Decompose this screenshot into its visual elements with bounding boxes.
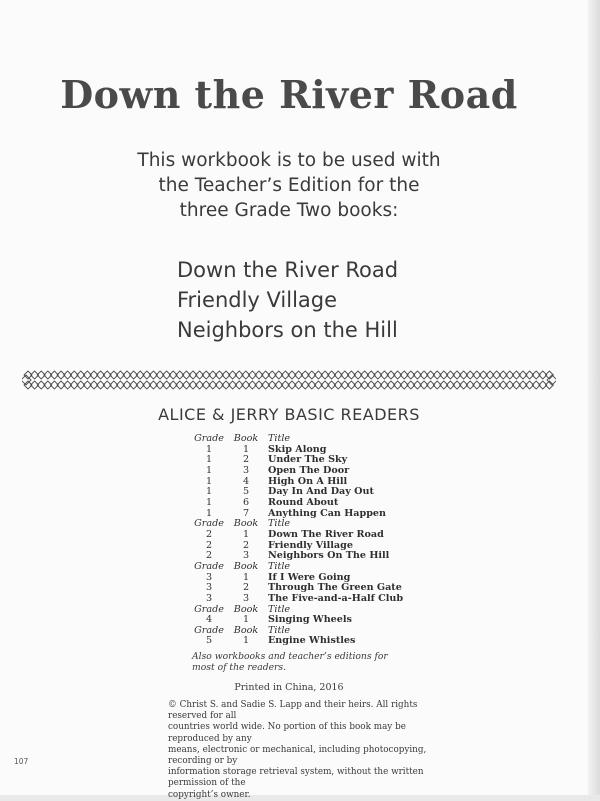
book-cell: 3 — [242, 592, 250, 604]
grade-cell: 1 — [205, 507, 213, 519]
copyright-line: countries world wide. No portion of this book may be reproduced by any — [168, 722, 406, 744]
book-cell: 3 — [242, 464, 250, 476]
page-number: 107 — [14, 757, 29, 766]
diamond-chain-border — [22, 368, 556, 392]
copyright-line: © Christ S. and Sadie S. Lapp and their heirs. All rights reserved for all — [168, 700, 418, 722]
book-cell: 2 — [242, 539, 250, 551]
book-cell: 7 — [242, 507, 250, 519]
title-cell: Singing Wheels — [268, 614, 352, 626]
note-line: Also workbooks and teacher’s editions for — [192, 651, 388, 662]
intro-line: the Teacher’s Edition for the — [158, 175, 420, 196]
grade-cell: 4 — [205, 614, 213, 626]
copyright-line: information storage retrieval system, without the written permission of the — [168, 767, 424, 789]
grade-cell: 2 — [205, 528, 213, 540]
book-cell: 6 — [242, 496, 250, 508]
book-cell: 1 — [242, 571, 250, 583]
book-cell: 4 — [242, 475, 250, 487]
title-cell: High On A Hill — [268, 475, 348, 487]
grade-cell: 5 — [205, 635, 213, 647]
grade-cell: 1 — [205, 443, 213, 455]
book-header: Book — [233, 560, 259, 572]
grade-two-books-list — [177, 255, 398, 345]
grade-cell: 1 — [205, 475, 213, 487]
intro-line: three Grade Two books: — [179, 200, 399, 221]
book-cell: 2 — [242, 582, 250, 594]
book-title: Down the River Road — [177, 258, 399, 282]
diamond-end-cap — [22, 375, 31, 385]
grade-cell: 3 — [205, 592, 213, 604]
copyright-line: copyright’s owner. — [168, 789, 251, 800]
grade-cell: 3 — [205, 582, 213, 594]
book-header: Book — [233, 518, 259, 530]
title-cell: Under The Sky — [268, 454, 348, 466]
title-header: Title — [268, 560, 291, 572]
table-header-row — [190, 562, 403, 573]
book-cell: 3 — [242, 550, 250, 562]
book-header: Book — [233, 624, 259, 636]
note-line: most of the readers. — [192, 662, 287, 673]
grade-cell: 3 — [205, 571, 213, 583]
book-cell: 5 — [242, 486, 250, 498]
intro-text — [0, 148, 578, 223]
grade-cell: 1 — [205, 454, 213, 466]
grade-cell: 1 — [205, 496, 213, 508]
readers-table — [190, 434, 403, 647]
title-cell: Anything Can Happen — [268, 507, 387, 519]
title-cell: Engine Whistles — [268, 635, 356, 647]
grade-header: Grade — [194, 624, 224, 636]
table-row — [190, 636, 403, 647]
grade-header: Grade — [194, 560, 224, 572]
title-cell: Open The Door — [268, 464, 350, 476]
title-cell: Down The River Road — [268, 528, 384, 540]
title-cell: Through The Green Gate — [268, 582, 402, 594]
title-header: Title — [268, 518, 291, 530]
book-header: Book — [233, 603, 259, 615]
title-cell: If I Were Going — [268, 571, 351, 583]
table-row — [190, 498, 403, 509]
page-edge — [588, 0, 600, 795]
book-cell: 1 — [242, 614, 250, 626]
intro-line: This workbook is to be used with — [137, 150, 441, 171]
title-cell: Skip Along — [268, 443, 327, 455]
title-cell: Friendly Village — [268, 539, 353, 551]
grade-cell: 1 — [205, 486, 213, 498]
table-row — [190, 594, 403, 605]
grade-header: Grade — [194, 433, 224, 444]
grade-header: Grade — [194, 603, 224, 615]
copyright-line: means, electronic or mechanical, including photocopying, recording or by — [168, 744, 427, 767]
table-row — [190, 530, 403, 541]
book-cell: 1 — [242, 528, 250, 540]
grade-cell: 2 — [205, 550, 213, 562]
copyright-notice — [168, 700, 448, 801]
book-cell: 1 — [242, 443, 250, 455]
grade-cell: 1 — [205, 464, 213, 476]
grade-cell: 2 — [205, 539, 213, 551]
book-cell: 2 — [242, 454, 250, 466]
printed-in: Printed in China, 2016 — [234, 682, 344, 693]
title-cell: The Five-and-a-Half Club — [268, 592, 404, 604]
grade-header: Grade — [194, 518, 224, 530]
book-title: Neighbors on the Hill — [177, 318, 398, 342]
title-cell: Round About — [268, 496, 339, 508]
availability-note — [192, 651, 392, 673]
title-cell: Neighbors On The Hill — [268, 550, 390, 562]
page-title: Down the River Road — [60, 72, 518, 117]
book-header: Book — [233, 433, 259, 444]
book-cell: 1 — [242, 635, 250, 647]
title-header: Title — [268, 603, 291, 615]
title-cell: Day In And Day Out — [268, 486, 374, 498]
book-title: Friendly Village — [177, 288, 338, 312]
title-header: Title — [268, 624, 291, 636]
title-header: Title — [268, 433, 291, 444]
series-title: ALICE & JERRY BASIC READERS — [158, 405, 420, 424]
